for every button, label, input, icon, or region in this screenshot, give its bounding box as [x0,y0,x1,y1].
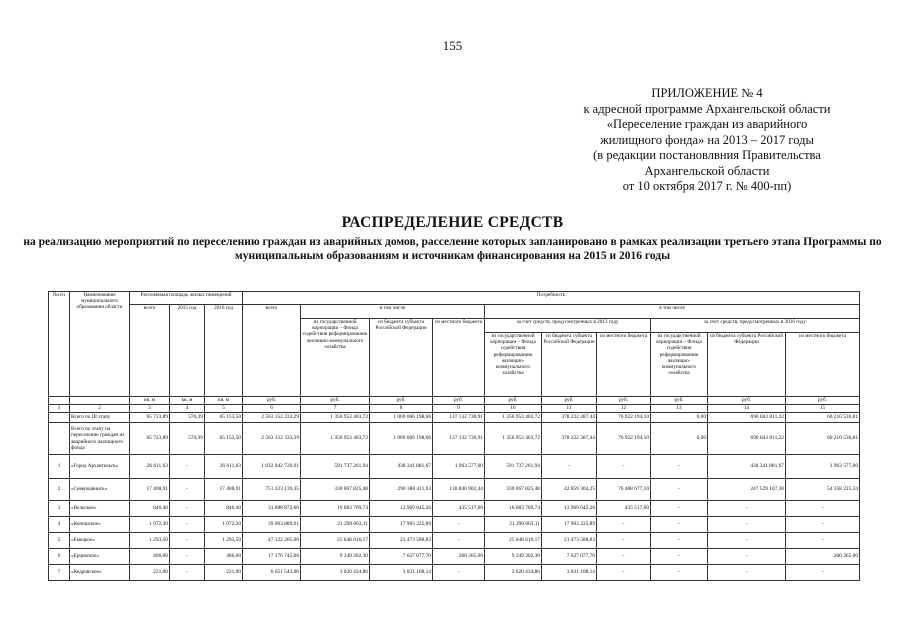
value-cell: - [786,533,860,549]
header-sub-federal: из бюджета субъекта Российской Федерации [708,333,786,397]
row-name-cell: «Вельское» [70,501,130,517]
value-cell: 17 408,91 [130,479,170,501]
value-cell: 3 620 434,86 [485,565,542,581]
value-cell: - [170,517,205,533]
appendix-line: Архангельской области [644,163,770,178]
unit-cell: руб. [243,397,301,405]
header-area-total: всего [130,305,170,397]
appendix-block [557,86,857,195]
value-cell: - [542,455,597,479]
header-sub-fund: из государственной корпорации – Фонда содействия реформированию жилищно-коммунального хозяйства [651,333,708,397]
value-cell: - [651,479,708,501]
header-sub-federal: из бюджета субъекта Российской Федерации [542,333,597,397]
value-cell: 25 648 616,17 [485,533,542,549]
value-cell: 438 341 881,67 [708,455,786,479]
table-row [49,533,860,549]
row-number-cell: 1 [49,455,70,479]
value-cell: 1 069 066 198,66 [370,413,433,423]
value-cell: 6 651 543,00 [243,565,301,581]
header-federal: из бюджета субъекта Российской Федерации [370,319,433,397]
row-name-cell: Всего по III этапу [70,413,130,423]
value-cell: 60 210 536,81 [786,423,860,455]
header-name: Наименование муниципального образования области [70,292,130,397]
value-cell: - [433,517,485,533]
column-index-cell: 6 [243,405,301,413]
table-row [49,479,860,501]
value-cell: - [170,501,205,517]
funding-table [48,291,860,581]
value-cell: 3 620 434,86 [301,565,370,581]
value-cell: - [651,549,708,565]
header-incl2: в том числе [485,305,860,319]
value-cell: - [651,455,708,479]
column-index-cell: 10 [485,405,542,413]
value-cell: 137 132 730,91 [433,413,485,423]
value-cell: - [170,455,205,479]
value-cell: 690 843 811,22 [708,423,786,455]
value-cell: - [170,479,205,501]
units-row-group [49,397,860,413]
value-cell: - [651,565,708,581]
row-name-cell: Всего по этапу на переселение граждан из аварийного жилищного фонда [70,423,130,455]
value-cell: - [708,565,786,581]
table-row [49,501,860,517]
header-from-2016: за счет средств, предусмотренных в 2016 году [651,319,860,333]
value-cell: 26 611,63 [130,455,170,479]
value-cell: 54 358 225,34 [786,479,860,501]
value-cell: 39 063 889,01 [243,517,301,533]
header-incl: в том числе [301,305,485,319]
value-cell: - [786,565,860,581]
value-cell: 591 737 261,94 [301,455,370,479]
page-number: 155 [442,38,463,53]
header-sub-fund: из государственной корпорации – Фонда содействия реформированию жилищно-коммунального хозяйства [485,333,542,397]
value-cell: - [170,565,205,581]
row-number-cell: 2 [49,479,70,501]
header-need: Потребность [243,292,860,305]
value-cell: - [597,533,651,549]
row-number-cell: 4 [49,517,70,533]
appendix-line: «Переселение граждан из аварийного [606,117,808,131]
value-cell: - [786,517,860,533]
header-no: №п/п [49,292,70,397]
column-index-cell: 14 [708,405,786,413]
table-row [49,565,860,581]
column-index-cell: 5 [205,405,243,413]
value-cell: 65 723,89 [130,413,170,423]
unit-cell: руб. [433,397,485,405]
value-cell: 17 408,91 [205,479,243,501]
unit-cell [49,397,70,405]
unit-cell [70,397,130,405]
value-cell: - [708,533,786,549]
unit-cell: руб. [301,397,370,405]
value-cell: 330 067 825,48 [485,479,542,501]
value-cell: 435 517,00 [433,501,485,517]
table-row [49,549,860,565]
document-subtitle: на реализацию мероприятий по переселению граждан из аварийных домов, расселение которых запланировано в рамках реализации третьего этапа Программы по муниципальным образованиям и источникам финансирования на 2015 и 2016 годы [23,236,882,262]
data-row-group [49,413,860,581]
value-cell: - [708,517,786,533]
value-cell: 26 611,63 [205,455,243,479]
row-name-cell: «Емецкое» [70,533,130,549]
header-sub-local: из местного бюджета [786,333,860,397]
value-cell: 1 072,30 [205,517,243,533]
header-from-2013: за счет средств, предусмотренных в 2013 году [485,319,651,333]
column-index-cell: 11 [542,405,597,413]
value-cell: 21 473 588,83 [542,533,597,549]
value-cell: 1 356 953 403,72 [485,413,542,423]
header-year-2016: 2016 год [205,305,243,397]
value-cell: 1 072,30 [130,517,170,533]
value-cell: 330 067 825,48 [301,479,370,501]
value-cell: 1 356 953 403,72 [485,423,542,455]
unit-cell: кв. м [170,397,205,405]
unit-cell: руб. [485,397,542,405]
unit-cell: кв. м [130,397,170,405]
value-cell: 65 153,50 [205,413,243,423]
unit-cell: руб. [542,397,597,405]
value-cell: 16 683 709,74 [485,501,542,517]
row-number-cell: 5 [49,533,70,549]
value-cell: 65 153,50 [205,423,243,455]
value-cell: 751 323 139,35 [243,479,301,501]
value-cell: 1 032 042 720,01 [243,455,301,479]
value-cell: - [651,517,708,533]
row-number-cell: 7 [49,565,70,581]
value-cell: 60 210 536,81 [786,413,860,423]
value-cell: 17 903 225,89 [542,517,597,533]
units-row [49,397,860,405]
value-cell: 1 963 577,00 [786,455,860,479]
header-year-2015: 2015 год [170,305,205,397]
header-area-group: Расселяемая площадь жилых помещений [130,292,243,305]
value-cell: 846,40 [205,501,243,517]
value-cell: 17 176 745,06 [243,549,301,565]
value-cell: 200 365,00 [786,549,860,565]
value-cell: 2 563 152 333,29 [243,413,301,423]
value-cell: 31 088 872,60 [243,501,301,517]
header-fund: из государственной корпорации – Фонда содействия реформированию жилищно-коммунального хозяйства [301,319,370,397]
row-name-cell: «Кедровское» [70,565,130,581]
table-row [49,413,860,423]
column-index-cell: 1 [49,405,70,413]
value-cell: 76 922 194,10 [597,423,651,455]
value-cell: 378 222 387,44 [542,423,597,455]
value-cell: 76 922 194,10 [597,413,651,423]
value-cell: 17 903 225,89 [370,517,433,533]
value-cell: 1 293,50 [130,533,170,549]
value-cell: 7 627 077,70 [542,549,597,565]
table-row [49,455,860,479]
header-local: из местного бюджета [433,319,485,397]
value-cell: 21 290 663,11 [485,517,542,533]
appendix-line: жилищного фонда» на 2013 – 2017 годы [600,132,814,147]
value-cell: - [433,533,485,549]
value-cell: 290 388 411,63 [370,479,433,501]
value-cell: - [170,533,205,549]
value-cell: - [597,455,651,479]
value-cell: 846,40 [130,501,170,517]
value-cell: - [708,501,786,517]
column-index-row [49,405,860,413]
value-cell: 7 627 077,70 [370,549,433,565]
value-cell: 13 969 645,26 [542,501,597,517]
document-title: РАСПРЕДЕЛЕНИЕ СРЕДСТВ [341,214,564,231]
unit-cell: руб. [708,397,786,405]
column-index-cell: 15 [786,405,860,413]
value-cell: 76 488 677,10 [597,479,651,501]
row-number-cell [49,423,70,455]
value-cell: 1 356 953 403,72 [301,423,370,455]
value-cell: 435 517,00 [597,501,651,517]
row-name-cell: «Коношское» [70,517,130,533]
value-cell: 570,39 [170,423,205,455]
column-index-cell: 3 [130,405,170,413]
table-row [49,423,860,455]
value-cell: 3 031 108,14 [542,565,597,581]
row-name-cell: «Северодвинск» [70,479,130,501]
value-cell: - [651,533,708,549]
row-number-cell [49,413,70,423]
value-cell: 1 069 066 198,66 [370,423,433,455]
unit-cell: руб. [370,397,433,405]
appendix-line: к адресной программе Архангельской области [583,101,831,116]
column-index-cell: 8 [370,405,433,413]
value-cell: - [597,549,651,565]
value-cell: 690 843 811,22 [708,413,786,423]
value-cell: 0,00 [651,423,708,455]
value-cell: 25 648 616,17 [301,533,370,549]
value-cell: - [597,517,651,533]
value-cell: 2 563 152 333,29 [243,423,301,455]
row-number-cell: 6 [49,549,70,565]
header-need-total: всего [243,305,301,397]
appendix-line: (в редакции постановлвния Правительства [593,148,821,162]
value-cell: - [433,565,485,581]
value-cell: 21 290 663,11 [301,517,370,533]
value-cell: 0,00 [651,413,708,423]
column-index-cell: 7 [301,405,370,413]
value-cell: 3 031 108,14 [370,565,433,581]
unit-cell: кв. м [205,397,243,405]
value-cell: 466,00 [130,549,170,565]
value-cell: 466,00 [205,549,243,565]
table-row [49,517,860,533]
value-cell: 16 683 709,74 [301,501,370,517]
value-cell: 247 529 107,38 [708,479,786,501]
value-cell: - [708,549,786,565]
value-cell: - [597,565,651,581]
value-cell: 65 723,89 [130,423,170,455]
value-cell: 9 349 302,30 [301,549,370,565]
value-cell: 591 737 261,94 [485,455,542,479]
unit-cell: руб. [786,397,860,405]
row-name-cell: «Ерцевское» [70,549,130,565]
value-cell: 9 349 302,30 [485,549,542,565]
value-cell: 221,00 [130,565,170,581]
value-cell: 221,00 [205,565,243,581]
value-cell: - [170,549,205,565]
value-cell: 438 341 881,67 [370,455,433,479]
column-index-cell: 12 [597,405,651,413]
value-cell: 13 969 645,26 [370,501,433,517]
header-sub-local: из местного бюджета [597,333,651,397]
row-number-cell: 3 [49,501,70,517]
value-cell: 570,39 [170,413,205,423]
unit-cell: руб. [651,397,708,405]
appendix-line: ПРИЛОЖЕНИЕ № 4 [651,86,763,100]
value-cell: 378 222 387,44 [542,413,597,423]
value-cell: - [786,501,860,517]
row-name-cell: «Город Архангельск» [70,455,130,479]
value-cell: 137 132 730,91 [433,423,485,455]
value-cell: 47 122 205,00 [243,533,301,549]
value-cell: 200 365,00 [433,549,485,565]
column-index-cell: 9 [433,405,485,413]
value-cell: 1 293,50 [205,533,243,549]
value-cell: 1 356 953 403,72 [301,413,370,423]
value-cell: 1 963 577,00 [433,455,485,479]
unit-cell: руб. [597,397,651,405]
value-cell: - [651,501,708,517]
appendix-line: от 10 октября 2017 г. № 400-пп) [622,179,792,193]
value-cell: 21 473 588,83 [370,533,433,549]
value-cell: 42 859 304,25 [542,479,597,501]
column-index-cell: 2 [70,405,130,413]
value-cell: 130 846 902,44 [433,479,485,501]
column-index-cell: 13 [651,405,708,413]
column-index-cell: 4 [170,405,205,413]
